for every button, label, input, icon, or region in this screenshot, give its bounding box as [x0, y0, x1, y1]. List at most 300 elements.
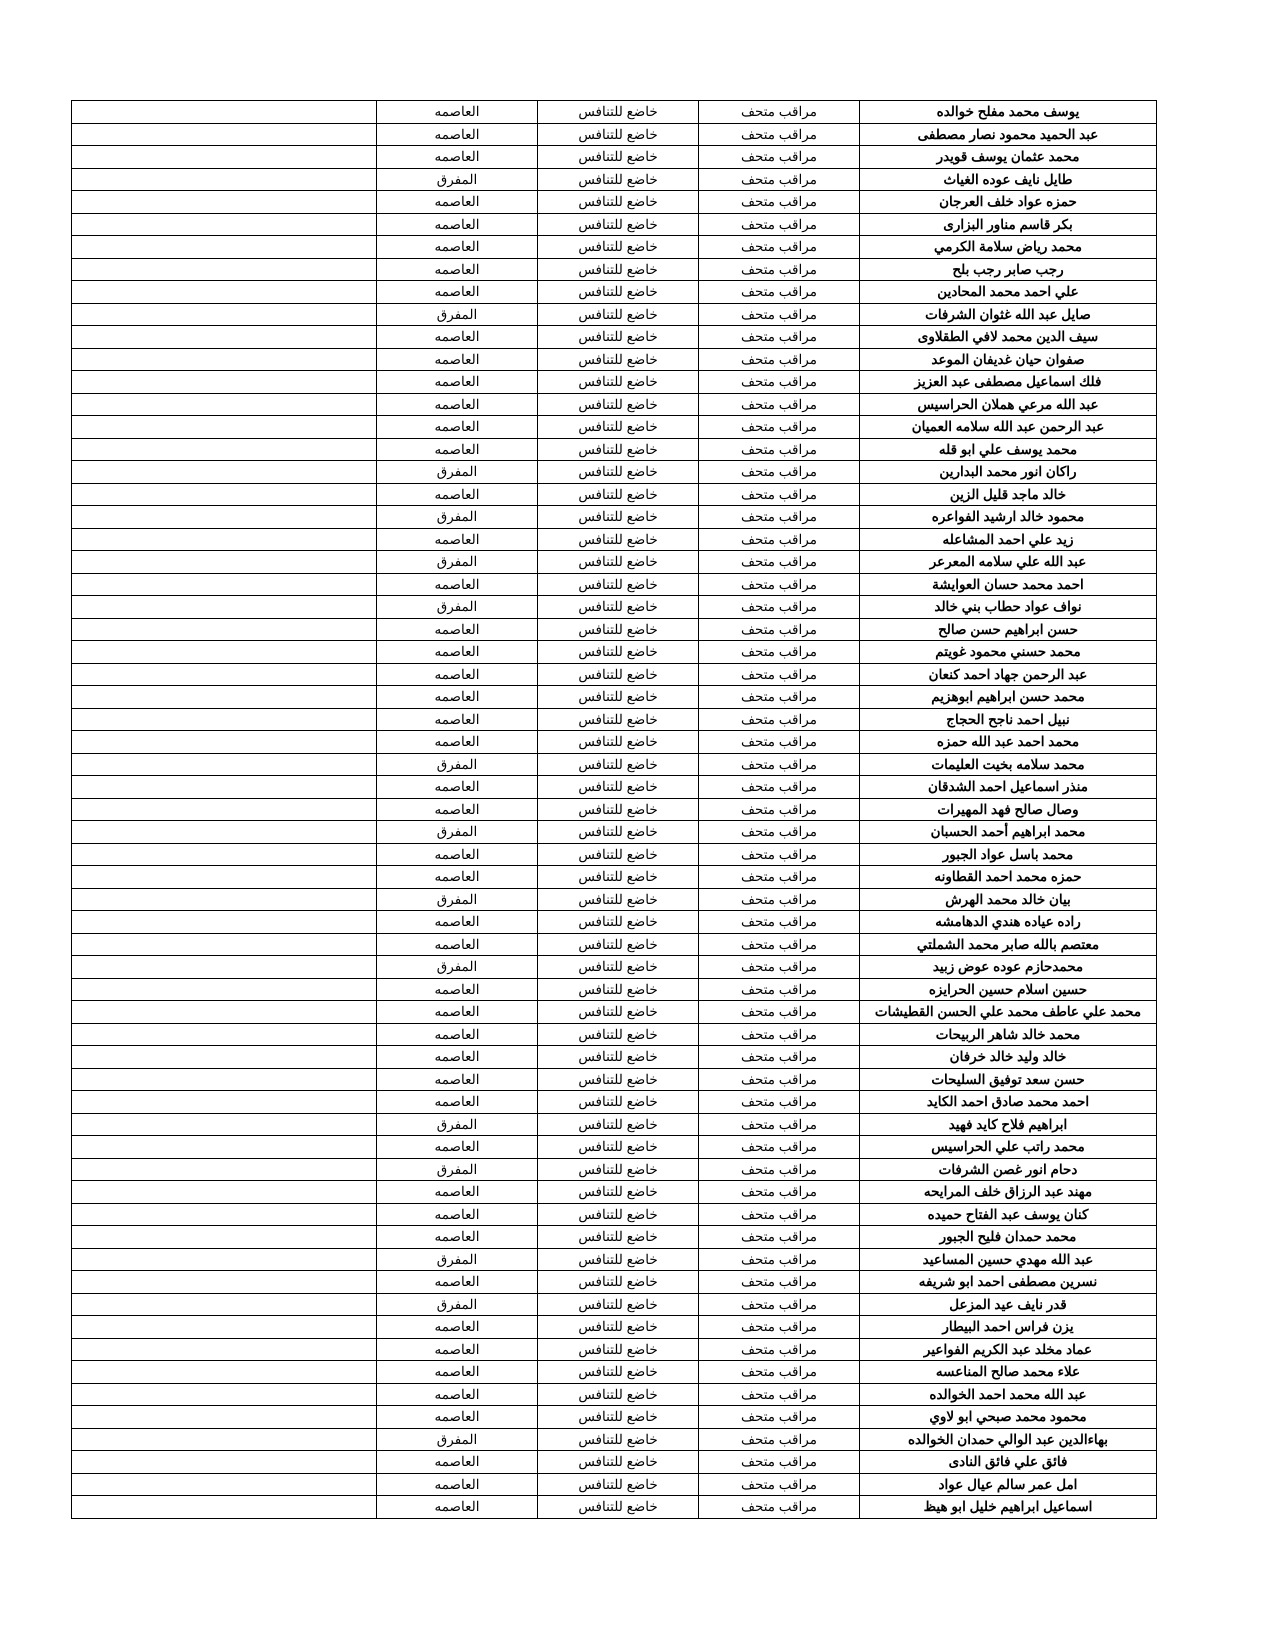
- cell-status: خاضع للتنافس: [538, 146, 699, 169]
- cell-applicant-name: امل عمر سالم عيال عواد: [860, 1473, 1157, 1496]
- cell-status: خاضع للتنافس: [538, 1046, 699, 1069]
- cell-applicant-name: احمد محمد حسان العوايشة: [860, 573, 1157, 596]
- cell-notes: [72, 708, 377, 731]
- cell-region: المفرق: [377, 461, 538, 484]
- cell-region: المفرق: [377, 506, 538, 529]
- cell-region: العاصمه: [377, 1271, 538, 1294]
- table-row: [72, 1451, 1157, 1474]
- cell-region: العاصمه: [377, 483, 538, 506]
- cell-notes: [72, 1001, 377, 1024]
- cell-status: خاضع للتنافس: [538, 911, 699, 934]
- cell-notes: [72, 1451, 377, 1474]
- table-row: [72, 1428, 1157, 1451]
- cell-notes: [72, 821, 377, 844]
- cell-region: العاصمه: [377, 1181, 538, 1204]
- cell-applicant-name: نبيل احمد ناجح الحجاج: [860, 708, 1157, 731]
- cell-role: مراقب متحف: [699, 146, 860, 169]
- cell-applicant-name: راكان انور محمد البدارين: [860, 461, 1157, 484]
- cell-applicant-name: محمدحازم عوده عوض زبيد: [860, 956, 1157, 979]
- cell-role: مراقب متحف: [699, 281, 860, 304]
- cell-notes: [72, 753, 377, 776]
- cell-applicant-name: علي احمد محمد المحادين: [860, 281, 1157, 304]
- table-row: [72, 483, 1157, 506]
- cell-status: خاضع للتنافس: [538, 1316, 699, 1339]
- cell-region: المفرق: [377, 1428, 538, 1451]
- table-row: [72, 461, 1157, 484]
- cell-region: العاصمه: [377, 978, 538, 1001]
- cell-applicant-name: محمد حسن ابراهيم ابوهزيم: [860, 686, 1157, 709]
- table-row: [72, 101, 1157, 124]
- cell-region: المفرق: [377, 303, 538, 326]
- cell-applicant-name: رجب صابر رجب بلح: [860, 258, 1157, 281]
- cell-applicant-name: محمد علي عاطف محمد علي الحسن القطيشات: [860, 1001, 1157, 1024]
- cell-applicant-name: راده عياده هندي الدهامشه: [860, 911, 1157, 934]
- cell-applicant-name: حمزه عواد خلف العرجان: [860, 191, 1157, 214]
- cell-region: العاصمه: [377, 1001, 538, 1024]
- cell-region: العاصمه: [377, 326, 538, 349]
- cell-region: العاصمه: [377, 1091, 538, 1114]
- cell-applicant-name: نسرين مصطفى احمد ابو شريفه: [860, 1271, 1157, 1294]
- cell-region: العاصمه: [377, 1451, 538, 1474]
- cell-applicant-name: عبد الله علي سلامه المعرعر: [860, 551, 1157, 574]
- cell-region: العاصمه: [377, 1136, 538, 1159]
- cell-role: مراقب متحف: [699, 1091, 860, 1114]
- cell-region: المفرق: [377, 551, 538, 574]
- cell-role: مراقب متحف: [699, 1361, 860, 1384]
- cell-applicant-name: قدر نايف عيد المزعل: [860, 1293, 1157, 1316]
- cell-status: خاضع للتنافس: [538, 1091, 699, 1114]
- cell-applicant-name: بهاءالدين عبد الوالي حمدان الخوالده: [860, 1428, 1157, 1451]
- cell-notes: [72, 1428, 377, 1451]
- cell-role: مراقب متحف: [699, 843, 860, 866]
- cell-status: خاضع للتنافس: [538, 101, 699, 124]
- table-row: [72, 956, 1157, 979]
- cell-region: المفرق: [377, 888, 538, 911]
- cell-region: المفرق: [377, 1248, 538, 1271]
- cell-region: العاصمه: [377, 1406, 538, 1429]
- table-row: [72, 1113, 1157, 1136]
- cell-role: مراقب متحف: [699, 978, 860, 1001]
- cell-applicant-name: مهند عبد الرزاق خلف المرايحه: [860, 1181, 1157, 1204]
- cell-region: العاصمه: [377, 663, 538, 686]
- cell-notes: [72, 416, 377, 439]
- cell-notes: [72, 438, 377, 461]
- cell-status: خاضع للتنافس: [538, 798, 699, 821]
- cell-role: مراقب متحف: [699, 798, 860, 821]
- cell-notes: [72, 1046, 377, 1069]
- cell-notes: [72, 371, 377, 394]
- table-row: [72, 1158, 1157, 1181]
- table-row: [72, 1068, 1157, 1091]
- cell-region: العاصمه: [377, 843, 538, 866]
- table-row: [72, 821, 1157, 844]
- table-row: [72, 1001, 1157, 1024]
- table-row: [72, 506, 1157, 529]
- cell-status: خاضع للتنافس: [538, 821, 699, 844]
- table-row: [72, 1496, 1157, 1519]
- cell-status: خاضع للتنافس: [538, 663, 699, 686]
- cell-status: خاضع للتنافس: [538, 506, 699, 529]
- cell-status: خاضع للتنافس: [538, 213, 699, 236]
- table-row: [72, 371, 1157, 394]
- cell-role: مراقب متحف: [699, 911, 860, 934]
- cell-role: مراقب متحف: [699, 1023, 860, 1046]
- cell-applicant-name: محمد رياض سلامة الكرمي: [860, 236, 1157, 259]
- cell-notes: [72, 303, 377, 326]
- cell-notes: [72, 146, 377, 169]
- cell-status: خاضع للتنافس: [538, 1181, 699, 1204]
- cell-notes: [72, 1158, 377, 1181]
- cell-role: مراقب متحف: [699, 101, 860, 124]
- cell-region: العاصمه: [377, 933, 538, 956]
- cell-role: مراقب متحف: [699, 686, 860, 709]
- cell-region: العاصمه: [377, 1226, 538, 1249]
- cell-status: خاضع للتنافس: [538, 776, 699, 799]
- cell-role: مراقب متحف: [699, 1181, 860, 1204]
- cell-status: خاضع للتنافس: [538, 866, 699, 889]
- cell-role: مراقب متحف: [699, 551, 860, 574]
- cell-role: مراقب متحف: [699, 956, 860, 979]
- cell-notes: [72, 483, 377, 506]
- cell-status: خاضع للتنافس: [538, 1248, 699, 1271]
- cell-applicant-name: محمد باسل عواد الجبور: [860, 843, 1157, 866]
- table-row: [72, 393, 1157, 416]
- table-row: [72, 1293, 1157, 1316]
- cell-role: مراقب متحف: [699, 1406, 860, 1429]
- cell-notes: [72, 641, 377, 664]
- cell-applicant-name: خالد وليد خالد خرفان: [860, 1046, 1157, 1069]
- cell-applicant-name: محمد احمد عبد الله حمزه: [860, 731, 1157, 754]
- cell-status: خاضع للتنافس: [538, 686, 699, 709]
- cell-notes: [72, 843, 377, 866]
- cell-applicant-name: عبد الرحمن جهاد احمد كنعان: [860, 663, 1157, 686]
- table-row: [72, 191, 1157, 214]
- cell-status: خاضع للتنافس: [538, 1361, 699, 1384]
- cell-status: خاضع للتنافس: [538, 326, 699, 349]
- cell-notes: [72, 1293, 377, 1316]
- table-row: [72, 596, 1157, 619]
- cell-applicant-name: دحام انور غصن الشرفات: [860, 1158, 1157, 1181]
- cell-applicant-name: احمد محمد صادق احمد الكايد: [860, 1091, 1157, 1114]
- cell-role: مراقب متحف: [699, 708, 860, 731]
- cell-notes: [72, 888, 377, 911]
- cell-role: مراقب متحف: [699, 236, 860, 259]
- cell-region: العاصمه: [377, 1316, 538, 1339]
- cell-status: خاضع للتنافس: [538, 281, 699, 304]
- cell-region: العاصمه: [377, 641, 538, 664]
- cell-applicant-name: ابراهيم فلاح كايد فهيد: [860, 1113, 1157, 1136]
- cell-role: مراقب متحف: [699, 258, 860, 281]
- cell-status: خاضع للتنافس: [538, 1338, 699, 1361]
- cell-role: مراقب متحف: [699, 888, 860, 911]
- table-row: [72, 551, 1157, 574]
- cell-region: العاصمه: [377, 686, 538, 709]
- cell-region: المفرق: [377, 753, 538, 776]
- cell-role: مراقب متحف: [699, 506, 860, 529]
- cell-applicant-name: خالد ماجد قليل الزين: [860, 483, 1157, 506]
- cell-region: العاصمه: [377, 618, 538, 641]
- table-row: [72, 1361, 1157, 1384]
- cell-applicant-name: بيان خالد محمد الهرش: [860, 888, 1157, 911]
- cell-status: خاضع للتنافس: [538, 483, 699, 506]
- table-row: [72, 573, 1157, 596]
- table-row: [72, 888, 1157, 911]
- cell-role: مراقب متحف: [699, 1473, 860, 1496]
- cell-region: العاصمه: [377, 1383, 538, 1406]
- cell-role: مراقب متحف: [699, 191, 860, 214]
- cell-notes: [72, 348, 377, 371]
- cell-notes: [72, 1181, 377, 1204]
- cell-applicant-name: نواف عواد حطاب بني خالد: [860, 596, 1157, 619]
- table-row: [72, 1091, 1157, 1114]
- cell-notes: [72, 663, 377, 686]
- cell-applicant-name: محمد راتب علي الحراسيس: [860, 1136, 1157, 1159]
- cell-region: العاصمه: [377, 348, 538, 371]
- cell-role: مراقب متحف: [699, 461, 860, 484]
- cell-applicant-name: فائق علي فائق النادى: [860, 1451, 1157, 1474]
- cell-role: مراقب متحف: [699, 213, 860, 236]
- cell-status: خاضع للتنافس: [538, 1451, 699, 1474]
- cell-status: خاضع للتنافس: [538, 191, 699, 214]
- cell-applicant-name: محمد سلامه بخيت العليمات: [860, 753, 1157, 776]
- cell-status: خاضع للتنافس: [538, 416, 699, 439]
- cell-applicant-name: عبد الرحمن عبد الله سلامه العميان: [860, 416, 1157, 439]
- cell-status: خاضع للتنافس: [538, 393, 699, 416]
- cell-status: خاضع للتنافس: [538, 888, 699, 911]
- table-row: [72, 1473, 1157, 1496]
- cell-applicant-name: وصال صالح فهد المهيرات: [860, 798, 1157, 821]
- cell-notes: [72, 596, 377, 619]
- cell-status: خاضع للتنافس: [538, 528, 699, 551]
- cell-notes: [72, 1473, 377, 1496]
- cell-notes: [72, 1226, 377, 1249]
- cell-role: مراقب متحف: [699, 1293, 860, 1316]
- cell-notes: [72, 686, 377, 709]
- cell-notes: [72, 1316, 377, 1339]
- table-body: [72, 101, 1157, 1519]
- cell-status: خاضع للتنافس: [538, 843, 699, 866]
- cell-role: مراقب متحف: [699, 123, 860, 146]
- table-row: [72, 776, 1157, 799]
- cell-region: العاصمه: [377, 528, 538, 551]
- table-row: [72, 281, 1157, 304]
- cell-applicant-name: عبد الحميد محمود نصار مصطفى: [860, 123, 1157, 146]
- cell-role: مراقب متحف: [699, 393, 860, 416]
- cell-region: العاصمه: [377, 1473, 538, 1496]
- cell-role: مراقب متحف: [699, 1113, 860, 1136]
- cell-role: مراقب متحف: [699, 1046, 860, 1069]
- cell-region: العاصمه: [377, 191, 538, 214]
- cell-status: خاضع للتنافس: [538, 1406, 699, 1429]
- cell-applicant-name: يزن فراس احمد البيطار: [860, 1316, 1157, 1339]
- table-row: [72, 1226, 1157, 1249]
- cell-region: المفرق: [377, 596, 538, 619]
- cell-notes: [72, 731, 377, 754]
- cell-role: مراقب متحف: [699, 1271, 860, 1294]
- cell-status: خاضع للتنافس: [538, 1496, 699, 1519]
- cell-role: مراقب متحف: [699, 866, 860, 889]
- cell-region: العاصمه: [377, 1496, 538, 1519]
- cell-applicant-name: صايل عبد الله غثوان الشرفات: [860, 303, 1157, 326]
- cell-applicant-name: علاء محمد صالح المناعسه: [860, 1361, 1157, 1384]
- table-row: [72, 663, 1157, 686]
- cell-role: مراقب متحف: [699, 303, 860, 326]
- cell-role: مراقب متحف: [699, 573, 860, 596]
- cell-role: مراقب متحف: [699, 776, 860, 799]
- cell-role: مراقب متحف: [699, 1383, 860, 1406]
- cell-region: المفرق: [377, 1113, 538, 1136]
- cell-notes: [72, 1383, 377, 1406]
- cell-applicant-name: محمود خالد ارشيد الفواعره: [860, 506, 1157, 529]
- cell-notes: [72, 528, 377, 551]
- table-row: [72, 731, 1157, 754]
- cell-role: مراقب متحف: [699, 1226, 860, 1249]
- cell-applicant-name: حسين اسلام حسين الحرايزه: [860, 978, 1157, 1001]
- table-row: [72, 933, 1157, 956]
- cell-notes: [72, 258, 377, 281]
- table-row: [72, 438, 1157, 461]
- cell-role: مراقب متحف: [699, 416, 860, 439]
- cell-role: مراقب متحف: [699, 1428, 860, 1451]
- cell-status: خاضع للتنافس: [538, 753, 699, 776]
- cell-applicant-name: بكر قاسم مناور البزارى: [860, 213, 1157, 236]
- cell-status: خاضع للتنافس: [538, 1473, 699, 1496]
- cell-notes: [72, 573, 377, 596]
- cell-notes: [72, 213, 377, 236]
- table-row: [72, 416, 1157, 439]
- table-row: [72, 618, 1157, 641]
- cell-role: مراقب متحف: [699, 1203, 860, 1226]
- cell-applicant-name: صفوان حيان غديفان الموعد: [860, 348, 1157, 371]
- cell-status: خاضع للتنافس: [538, 1383, 699, 1406]
- cell-region: العاصمه: [377, 213, 538, 236]
- cell-status: خاضع للتنافس: [538, 573, 699, 596]
- cell-applicant-name: زيد علي احمد المشاعله: [860, 528, 1157, 551]
- cell-applicant-name: حسن سعد توفيق السليحات: [860, 1068, 1157, 1091]
- cell-notes: [72, 911, 377, 934]
- cell-role: مراقب متحف: [699, 1338, 860, 1361]
- table-row: [72, 866, 1157, 889]
- cell-region: العاصمه: [377, 123, 538, 146]
- cell-status: خاضع للتنافس: [538, 236, 699, 259]
- cell-notes: [72, 1361, 377, 1384]
- cell-region: العاصمه: [377, 708, 538, 731]
- cell-role: مراقب متحف: [699, 483, 860, 506]
- cell-role: مراقب متحف: [699, 1316, 860, 1339]
- cell-region: المفرق: [377, 821, 538, 844]
- cell-role: مراقب متحف: [699, 821, 860, 844]
- cell-role: مراقب متحف: [699, 618, 860, 641]
- cell-applicant-name: محمد حسني محمود غويتم: [860, 641, 1157, 664]
- cell-role: مراقب متحف: [699, 641, 860, 664]
- cell-notes: [72, 393, 377, 416]
- cell-notes: [72, 1091, 377, 1114]
- cell-status: خاضع للتنافس: [538, 596, 699, 619]
- cell-notes: [72, 1113, 377, 1136]
- cell-notes: [72, 461, 377, 484]
- cell-notes: [72, 978, 377, 1001]
- cell-status: خاضع للتنافس: [538, 1136, 699, 1159]
- cell-role: مراقب متحف: [699, 1136, 860, 1159]
- cell-notes: [72, 933, 377, 956]
- table-row: [72, 686, 1157, 709]
- table-row: [72, 978, 1157, 1001]
- cell-status: خاضع للتنافس: [538, 731, 699, 754]
- table-row: [72, 1046, 1157, 1069]
- cell-status: خاضع للتنافس: [538, 641, 699, 664]
- cell-region: العاصمه: [377, 798, 538, 821]
- table-row: [72, 1023, 1157, 1046]
- cell-role: مراقب متحف: [699, 1451, 860, 1474]
- cell-status: خاضع للتنافس: [538, 1428, 699, 1451]
- cell-status: خاضع للتنافس: [538, 1271, 699, 1294]
- cell-status: خاضع للتنافس: [538, 1226, 699, 1249]
- cell-notes: [72, 1068, 377, 1091]
- cell-notes: [72, 1136, 377, 1159]
- cell-status: خاضع للتنافس: [538, 1203, 699, 1226]
- cell-region: العاصمه: [377, 258, 538, 281]
- cell-status: خاضع للتنافس: [538, 978, 699, 1001]
- cell-role: مراقب متحف: [699, 438, 860, 461]
- cell-status: خاضع للتنافس: [538, 123, 699, 146]
- cell-region: العاصمه: [377, 1338, 538, 1361]
- cell-applicant-name: يوسف محمد مفلح خوالده: [860, 101, 1157, 124]
- cell-notes: [72, 123, 377, 146]
- cell-region: العاصمه: [377, 393, 538, 416]
- table-row: [72, 1316, 1157, 1339]
- cell-region: العاصمه: [377, 101, 538, 124]
- cell-applicant-name: محمد عثمان يوسف قويدر: [860, 146, 1157, 169]
- cell-notes: [72, 1338, 377, 1361]
- cell-applicant-name: معتصم بالله صابر محمد الشملتي: [860, 933, 1157, 956]
- cell-status: خاضع للتنافس: [538, 1158, 699, 1181]
- cell-role: مراقب متحف: [699, 596, 860, 619]
- cell-applicant-name: محمد ابراهيم أحمد الحسبان: [860, 821, 1157, 844]
- cell-notes: [72, 236, 377, 259]
- cell-notes: [72, 798, 377, 821]
- cell-status: خاضع للتنافس: [538, 303, 699, 326]
- cell-applicant-name: عبد الله محمد احمد الخوالده: [860, 1383, 1157, 1406]
- cell-role: مراقب متحف: [699, 1068, 860, 1091]
- table-row: [72, 123, 1157, 146]
- cell-role: مراقب متحف: [699, 731, 860, 754]
- cell-applicant-name: عبد الله مهدي حسين المساعيد: [860, 1248, 1157, 1271]
- cell-role: مراقب متحف: [699, 348, 860, 371]
- cell-status: خاضع للتنافس: [538, 1113, 699, 1136]
- table-row: [72, 911, 1157, 934]
- cell-notes: [72, 326, 377, 349]
- cell-notes: [72, 1406, 377, 1429]
- cell-applicant-name: اسماعيل ابراهيم خليل ابو هيظ: [860, 1496, 1157, 1519]
- table-row: [72, 641, 1157, 664]
- cell-status: خاضع للتنافس: [538, 371, 699, 394]
- cell-role: مراقب متحف: [699, 326, 860, 349]
- table-row: [72, 1406, 1157, 1429]
- cell-applicant-name: محمد حمدان فليح الجبور: [860, 1226, 1157, 1249]
- cell-status: خاضع للتنافس: [538, 1023, 699, 1046]
- cell-applicant-name: سيف الدين محمد لافي الطقلاوى: [860, 326, 1157, 349]
- cell-status: خاضع للتنافس: [538, 461, 699, 484]
- cell-applicant-name: منذر اسماعيل احمد الشدقان: [860, 776, 1157, 799]
- cell-applicant-name: فلك اسماعيل مصطفى عبد العزيز: [860, 371, 1157, 394]
- table-row: [72, 1181, 1157, 1204]
- cell-region: العاصمه: [377, 776, 538, 799]
- cell-region: العاصمه: [377, 866, 538, 889]
- cell-region: العاصمه: [377, 1203, 538, 1226]
- table-row: [72, 258, 1157, 281]
- cell-applicant-name: طايل نايف عوده الغياث: [860, 168, 1157, 191]
- cell-status: خاضع للتنافس: [538, 551, 699, 574]
